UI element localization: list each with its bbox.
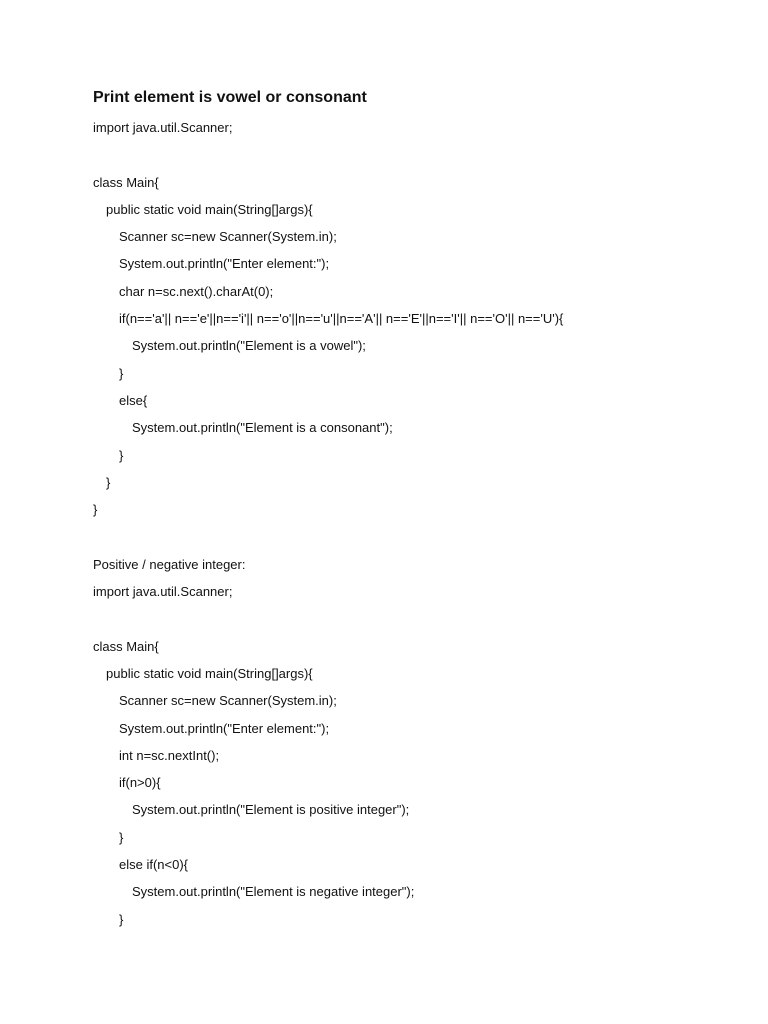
code-line: public static void main(String[]args){ [106, 201, 313, 217]
code-line: } [119, 911, 124, 927]
code-line: System.out.println("Enter element:"); [119, 720, 330, 736]
code-line: } [119, 447, 124, 463]
code-line: } [106, 474, 111, 490]
code-line: } [119, 829, 124, 845]
code-line: class Main{ [93, 638, 159, 654]
code-line: System.out.println("Element is a consonant"); [132, 420, 393, 436]
code-line: import java.util.Scanner; [93, 584, 233, 600]
blank-line [93, 605, 753, 632]
blank-line [93, 523, 753, 550]
code-line: import java.util.Scanner; [93, 120, 233, 135]
code-line: System.out.println("Element is negative integer"); [132, 884, 415, 900]
code-line: System.out.println("Element is positive integer"); [132, 802, 410, 818]
code-line: Scanner sc=new Scanner(System.in); [119, 693, 337, 709]
code-line: System.out.println("Enter element:"); [119, 256, 330, 272]
code-line: class Main{ [93, 174, 159, 190]
code-line: System.out.println("Element is a vowel"); [132, 338, 366, 354]
code-line: Positive / negative integer: [93, 556, 246, 572]
code-line: char n=sc.next().charAt(0); [119, 283, 274, 299]
document-heading: Print element is vowel or consonant [93, 89, 367, 106]
code-line: public static void main(String[]args){ [106, 665, 313, 681]
code-line: if(n>0){ [119, 775, 161, 791]
code-line: Scanner sc=new Scanner(System.in); [119, 229, 337, 245]
code-line: int n=sc.nextInt(); [119, 747, 220, 763]
code-line: else if(n<0){ [119, 857, 189, 873]
code-line: else{ [119, 392, 148, 408]
code-line: if(n=='a'|| n=='e'||n=='i'|| n=='o'||n=='u'||n=='A'|| n=='E'||n=='I'|| n=='O'|| n=='U'){ [119, 311, 564, 327]
blank-line [93, 141, 753, 168]
code-line: } [93, 502, 98, 518]
code-listing [93, 114, 753, 933]
code-line: } [119, 365, 124, 381]
